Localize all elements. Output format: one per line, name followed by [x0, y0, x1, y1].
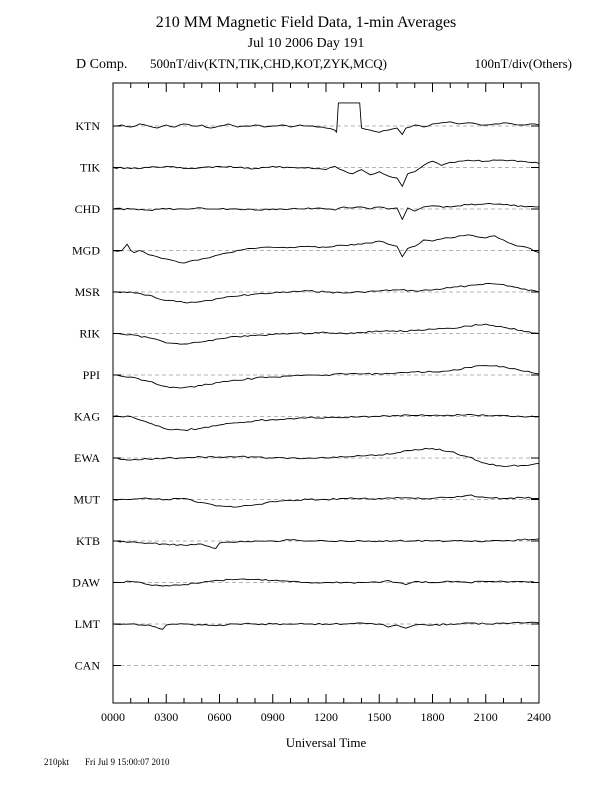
component-label: D Comp.	[76, 57, 128, 72]
x-axis-ticks	[113, 83, 539, 703]
station-label-tik: TIK	[80, 160, 100, 175]
station-traces	[113, 103, 539, 629]
trace-ppi	[113, 366, 539, 389]
station-label-rik: RIK	[79, 326, 100, 341]
station-label-lmt: LMT	[74, 617, 100, 631]
scale-primary-label: 500nT/div(KTN,TIK,CHD,KOT,ZYK,MCQ)	[150, 56, 387, 71]
station-labels	[72, 119, 101, 673]
trace-mgd	[113, 235, 539, 263]
station-label-mut: MUT	[73, 492, 100, 507]
date-line: Jul 10 2006 Day 191	[247, 36, 365, 51]
station-label-ppi: PPI	[82, 368, 100, 382]
x-tick-label: 1200	[314, 710, 338, 724]
station-label-kag: KAG	[74, 409, 100, 424]
x-tick-label: 0900	[260, 710, 285, 724]
station-label-ktb: KTB	[76, 534, 100, 548]
trace-ktn	[113, 103, 539, 134]
chart-title: 210 MM Magnetic Field Data, 1-min Averages	[155, 14, 457, 31]
scale-others-label: 100nT/div(Others)	[474, 56, 572, 71]
x-tick-label: 2100	[473, 710, 498, 724]
station-label-ktn: KTN	[75, 119, 100, 133]
station-label-can: CAN	[74, 658, 100, 673]
station-label-ewa: EWA	[74, 451, 100, 465]
trace-ewa	[113, 448, 539, 466]
plot-frame	[113, 83, 539, 703]
footer-timestamp: Fri Jul 9 15:00:07 2010	[85, 757, 170, 767]
x-tick-label: 0300	[154, 710, 179, 724]
trace-chd	[113, 203, 539, 219]
x-tick-label: 1500	[367, 710, 392, 724]
trace-lmt	[113, 622, 539, 629]
x-axis-tick-labels	[101, 710, 551, 724]
trace-ktb	[113, 539, 539, 549]
station-label-daw: DAW	[72, 575, 100, 590]
x-tick-label: 0000	[101, 710, 125, 724]
x-tick-label: 2400	[527, 710, 551, 724]
x-tick-label: 1800	[420, 710, 445, 724]
trace-msr	[113, 283, 539, 303]
trace-tik	[113, 160, 539, 186]
trace-mut	[113, 495, 539, 507]
footer-program: 210pkt	[44, 757, 70, 767]
station-label-mgd: MGD	[71, 243, 100, 258]
trace-rik	[113, 324, 539, 344]
x-tick-label: 0600	[207, 710, 232, 724]
x-axis-label: Universal Time	[285, 735, 367, 750]
station-label-msr: MSR	[74, 285, 100, 299]
station-label-chd: CHD	[74, 202, 100, 216]
